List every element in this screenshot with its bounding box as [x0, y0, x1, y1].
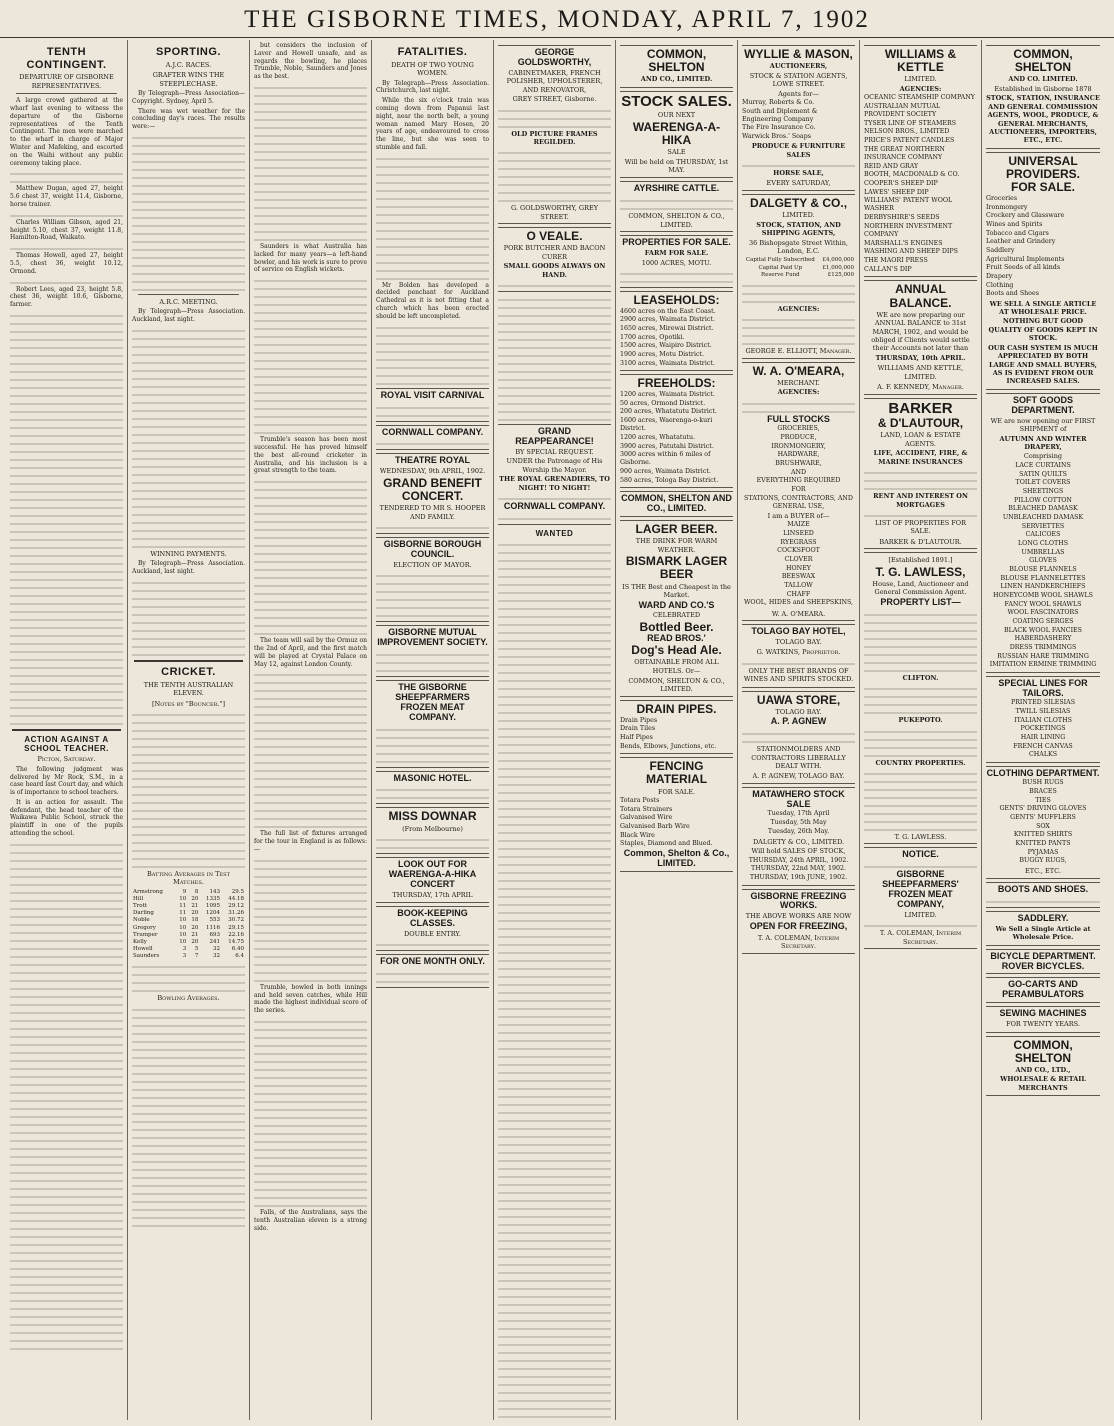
agency-item: The Fire Insurance Co. [742, 124, 816, 132]
common-shelton-signature: COMMON, SHELTON AND CO., LIMITED. [620, 491, 733, 517]
fencing-item: Staples, Diamond and Blued. [620, 840, 713, 848]
sale-date-item: THURSDAY, 24th APRIL, 1902. [748, 856, 849, 864]
drapery-item: PILLOW COTTON [1014, 496, 1072, 504]
clothing-item: GENTS' MUFFLERS [1010, 814, 1076, 822]
agency-item: THE GREAT NORTHERN INSURANCE COMPANY [864, 145, 945, 161]
masthead-title: THE GISBORNE TIMES, MONDAY, APRIL 7, 1902 [0, 0, 1114, 38]
tailors-ad: SPECIAL LINES FOR TAILORS. PRINTED SILESIAS TWILL SILESIAS ITALIAN CLOTHS POCKETINGS HAIR LINING FRENCH CANVAS CHALKS [986, 676, 1100, 763]
batting-row [132, 932, 245, 939]
table-cell: Gregory [133, 924, 156, 931]
borough-council-election-ad: GISBORNE BOROUGH COUNCIL. ELECTION OF MAYOR. [376, 537, 489, 622]
common-shelton-merchants-ad: COMMON, SHELTON AND CO. LIMITED. Established in Gisborne 1878 STOCK, STATION, INSURANCE AND GENERAL COMMISSION AGENTS, WOOL, PRODUCE, & GENERAL MERCHANTS, AUCTIONEERS, IMPORTERS, ETC., ETC. [986, 45, 1100, 149]
article-paragraph: The team will sail by the Ormuz on the 2nd of April, and the first match will be played at Crystal Palace on May 12, against London County. [254, 637, 367, 668]
tenth-australian-eleven-subheading: THE TENTH AUSTRALIAN ELEVEN. [143, 680, 234, 698]
table-cell: 3 [182, 945, 187, 952]
drain-pipe-item: Bends, Elbows, Junctions, etc. [620, 742, 717, 750]
drapery-item: CALICOES [1025, 531, 1061, 539]
universal-providers-ad: UNIVERSAL PROVIDERS. FOR SALE. Groceries Ironmongery Crockery and Glassware Wines and Spirits Tobacco and Cigars Leather and Grindery Saddlery Agricultural Implements Fruit Seeds of all kinds Drapery Clothing Boots and Shoes WE SELL A SINGLE ARTICLE AT WHOLESALE PRICE. NOTHING BUT GOOD QUALITY OF GOODS KEPT IN STOCK. OUR CASH SYSTEM IS MUCH APPRECIATED BY BOTH LARGE AND SMALL BUYERS, AS IS EVIDENT FROM OUR INCREASED SALES. [986, 152, 1100, 390]
table-cell: 553 [209, 917, 220, 924]
table-cell: Saunders [133, 953, 160, 960]
drapery-item: BLOUSE FLANNELS [1009, 565, 1077, 573]
waerenga-concert-ad: LOOK OUT FOR WAERENGA-A-HIKA CONCERT THURSDAY, 17th APRIL [376, 857, 489, 903]
clothing-item: BUGGY RUGS, [1019, 857, 1067, 865]
drapery-item: BLEACHED DAMASK [1008, 505, 1078, 513]
fencing-item: Galvanised Barb Wire [620, 823, 690, 831]
table-cell: 11 [179, 903, 187, 910]
fatalities-subheading: DEATH OF TWO YOUNG WOMEN. [391, 60, 474, 78]
table-cell: 143 [209, 888, 220, 895]
table-cell: Armstrong [133, 888, 163, 895]
table-cell: Reserve Fund [761, 271, 800, 278]
column-4 [372, 40, 494, 1420]
table-cell: 44.18 [228, 895, 244, 902]
stock-item: FOR [791, 485, 806, 493]
freehold-item: 580 acres, Tologa Bay District. [620, 476, 719, 484]
table-cell: 5 [194, 945, 199, 952]
freehold-item: 3900 acres, Patutahi District. [620, 442, 714, 450]
article-paragraph: Falls, of the Australians, says the tenth Australian eleven is a strong side. [254, 1208, 367, 1232]
table-cell: 20 [191, 895, 199, 902]
table-cell: 29.5 [231, 888, 244, 895]
provision-item: Leather and Grindery [986, 238, 1056, 246]
drapery-item: WOOL FASCINATORS [1007, 609, 1079, 617]
article-paragraph: The following judgment was delivered by Mr Rock, S.M., in a case heard last Court day, and which is of importance to school teachers. [10, 765, 123, 797]
cricket-notes-byline: [Notes by "Bouncer."] [151, 699, 226, 708]
sale-date-item: Tuesday, 26th May. [767, 827, 830, 835]
agency-item: Warwick Bros.' Soaps [742, 133, 811, 141]
sale-date-item: Tuesday, 17th April [767, 810, 830, 818]
article-paragraph: A large crowd gathered at the wharf last evening to witness the departure of the Gisborne representatives of the Tenth Contingent. The men were marched to the wharf in charge of Major Winter and Mafeking, and escorted on the Waihi without any public ceremony taking place. [10, 97, 123, 167]
uawa-store-ad: UAWA STORE, TOLAGO BAY. A. P. AGNEW STATIONMOLDERS AND CONTRACTORS LIBERALLY DEALT WITH. A. P. AGNEW, TOLAGO BAY. [742, 691, 855, 784]
batting-row [132, 896, 245, 903]
article-paragraph: While the six o'clock train was coming down from Papanui last night, near the north belt, a young woman named Mary Hosen, 20 years of age, endeavoured to cross the line, but she was seen to stumble and fall. [376, 97, 489, 151]
drain-pipes-ad: DRAIN PIPES. Drain Pipes Drain Tiles Half Pipes Bends, Elbows, Junctions, etc. [620, 700, 733, 754]
drain-pipe-item: Drain Pipes [620, 716, 658, 724]
stock-item: EVERYTHING REQUIRED [756, 477, 841, 485]
lager-beer-ad: LAGER BEER. THE DRINK FOR WARM WEATHER. BISMARK LAGER BEER IS THE Best and Cheapest in the Market. WARD AND CO.'S CELEBRATED Bottled Beer. READ BROS.' Dog's Head Ale. OBTAINABLE FROM ALL HOTELS. Or— COMMON, SHELTON & CO., LIMITED. [620, 520, 733, 697]
stock-item: HARDWARE, [777, 451, 820, 459]
table-cell: 22.16 [228, 931, 244, 938]
agency-item: AUSTRALIAN MUTUAL PROVIDENT SOCIETY [864, 102, 941, 119]
freehold-item: 1200 acres, Whatatutu. [620, 433, 696, 441]
drapery-item: HABERDASHERY [1014, 635, 1072, 643]
table-cell: Noble [133, 917, 150, 924]
tailor-item: FRENCH CANVAS [1013, 742, 1073, 750]
newspaper-page [6, 40, 1108, 1420]
frozen-meat-notice-ad: NOTICE. GISBORNE SHEEPFARMERS' FROZEN MEAT COMPANY, LIMITED. T. A. COLEMAN, Interim Secretary. [864, 847, 977, 949]
clothing-item: GENTS' DRIVING GLOVES [999, 805, 1087, 813]
table-cell: 11 [179, 910, 187, 917]
freehold-item: 900 acres, Waimata District. [620, 468, 711, 476]
tailor-item: CHALKS [1028, 751, 1058, 759]
saddlery-ad: SADDLERY. We Sell a Single Article at Wholesale Price. [986, 911, 1100, 946]
agency-item: MARSHALL'S ENGINES [864, 239, 943, 247]
provision-item: Agricultural Implements [986, 255, 1065, 263]
common-shelton-footer-ad: COMMON, SHELTON AND CO., LTD., WHOLESALE & RETAIL MERCHANTS [986, 1036, 1100, 1097]
sale-date-item: THURSDAY, 22nd MAY, 1902. [751, 865, 846, 873]
table-cell: Trott [133, 903, 148, 910]
sewing-machines-ad: SEWING MACHINES FOR TWENTY YEARS. [986, 1006, 1100, 1032]
one-month-only-ad: FOR ONE MONTH ONLY. [376, 954, 489, 988]
table-cell: 29.15 [228, 924, 244, 931]
agency-item: NORTHERN INVESTMENT COMPANY [864, 222, 953, 238]
table-cell: 6.40 [231, 945, 244, 952]
table-cell: 1204 [205, 910, 220, 917]
article-paragraph: By Telegraph—Press Association. Christchurch, last night. [376, 79, 489, 95]
buy-item: CHAFF [786, 590, 811, 598]
matawhero-stock-sale-ad: MATAWHERO STOCK SALE Tuesday, 17th April Tuesday, 5th May Tuesday, 26th May. DALGETY & CO., LIMITED. Will hold SALES OF STOCK, THURSDAY, 24th APRIL, 1902. THURSDAY, 22nd MAY, 1902. THURSDAY, 19th JUNE, 1902. [742, 787, 855, 886]
buy-item: CLOVER [784, 556, 813, 564]
williams-kettle-ad: WILLIAMS & KETTLE LIMITED. AGENCIES: OCEANIC STEAMSHIP COMPANY AUSTRALIAN MUTUAL PROVIDENT SOCIETY TYSER LINE OF STEAMERS NELSON BROS., LIMITED PRICE'S PATENT CANDLES THE GREAT NORTHERN INSURANCE COMPANY REID AND GRAY BOOTH, MACDONALD & CO. COOPER'S SHEEP DIP LAWES' SHEEP DIP WILLIAMS' PATENT WOOL WASHER DERBYSHIRE'S SEEDS NORTHERN INVESTMENT COMPANY MARSHALL'S ENGINES WASHING AND SHEEP DIPS THE MAORI PRESS CALLAN'S DIP [864, 45, 977, 277]
table-cell: £1,000,000 [822, 264, 854, 271]
tenth-contingent-subheading: DEPARTURE OF GISBORNE REPRESENTATIVES. [19, 73, 114, 90]
table-cell: Trumper [133, 931, 158, 938]
table-cell: 7 [194, 953, 199, 960]
table-cell: 693 [209, 931, 220, 938]
tailor-item: TWILL SILESIAS [1015, 707, 1071, 715]
soft-goods-ad: SOFT GOODS DEPARTMENT. WE are now opening our FIRST SHIPMENT of AUTUMN AND WINTER DRAPERY, Comprising LACE CURTAINS SATIN QUILTS TOILET COVERS SHEETINGS PILLOW COTTON BLEACHED DAMASK UNBLEACHED DAMASK SERVIETTES CALICOES LONG CLOTHS UMBRELLAS GLOVES BLOUSE FLANNELS BLOUSE FLANNELETTES LINEN HANDKERCHIEFS HONEYCOMB WOOL SHAWLS FANCY WOOL SHAWLS WOOL FASCINATORS COATING SERGES BLACK WOOL FANCIES HABERDASHERY DRESS TRIMMINGS RUSSIAN HARE TRIMMING IMITATION ERMINE TRIMMING [986, 393, 1100, 673]
freehold-item: 50 acres, Ormond District. [620, 399, 706, 407]
batting-row [132, 939, 245, 946]
barker-dlautour-ad: BARKER & D'LAUTOUR, LAND, LOAN & ESTATE AGENTS. LIFE, ACCIDENT, FIRE, & MARINE INSURANCES RENT AND INTEREST ON MORTGAGES LIST OF PROPERTIES FOR SALE. BARKER & D'LAUTOUR. [864, 398, 977, 550]
fatalities-heading: FATALITIES. [397, 46, 468, 58]
agency-item: TYSER LINE OF STEAMERS [864, 119, 957, 127]
provision-item: Drapery [986, 272, 1013, 280]
drain-pipe-item: Half Pipes [620, 733, 653, 741]
ajc-races-subheading: A.J.C. RACES. [165, 60, 212, 69]
table-cell: £4,000,000 [822, 257, 854, 264]
properties-for-sale-ad: PROPERTIES FOR SALE. FARM FOR SALE. 1000 ACRES, MOTU. [620, 235, 733, 288]
column-3 [250, 40, 372, 1420]
agency-item: NELSON BROS., LIMITED [864, 128, 950, 136]
bicycle-department-ad: BICYCLE DEPARTMENT. ROVER BICYCLES. [986, 949, 1100, 975]
agency-item: REID AND GRAY [864, 162, 919, 170]
leasehold-item: 1650 acres, Mirewai District. [620, 325, 714, 332]
stock-item: STATIONS, CONTRACTORS, AND GENERAL USE, [744, 494, 853, 510]
drapery-item: UNBLEACHED DAMASK [1002, 513, 1084, 521]
lawless-agent-ad: [Established 1891.] T. G. LAWLESS, House, Land, Auctioneer and General Commission Agent. PROPERTY LIST— CLIFTON. PUKEPOTO. COUNTRY PROPERTIES. T. G. LAWLESS. [864, 552, 977, 844]
agency-item: THE MAORI PRESS [864, 257, 928, 265]
article-paragraph: By Telegraph—Press Association. Auckland, last night. [132, 308, 245, 324]
stock-item: GROCERIES, [777, 425, 820, 433]
royal-visit-carnival-ad: ROYAL VISIT CARNIVAL [376, 388, 489, 422]
column-2 [128, 40, 250, 1420]
batting-row [132, 917, 245, 924]
tolago-bay-hotel-ad: TOLAGO BAY HOTEL, TOLAGO BAY. G. WATKINS, Proprietor. ONLY THE BEST BRANDS OF WINES AND SPIRITS STOCKED. [742, 624, 855, 688]
table-cell: 10 [179, 917, 187, 924]
goldsworthy-ad: GEORGE GOLDSWORTHY, CABINETMAKER, FRENCH POLISHER, UPHOLSTERER, AND RENOVATOR, GREY STREET, Gisborne. OLD PICTURE FRAMES REGILDED. G. GOLDSWORTHY, GREY STREET. [498, 45, 611, 224]
drapery-item: GLOVES [1029, 557, 1057, 565]
article-paragraph: Saunders is what Australia has lacked for many years—a left-hand bowler, and his work is sure to prove of service on English wickets. [254, 242, 367, 274]
agency-item: WASHING AND SHEEP DIPS [864, 248, 958, 256]
action-school-teacher-heading: ACTION AGAINST A SCHOOL TEACHER. [24, 734, 109, 754]
table-cell: Hill [133, 895, 144, 902]
agency-item: CALLAN'S DIP [864, 265, 912, 273]
batting-averages-table [132, 889, 245, 960]
column-1 [6, 40, 128, 1420]
buy-item: HONEY [786, 564, 811, 572]
drapery-item: FANCY WOOL SHAWLS [1004, 600, 1082, 608]
theatre-royal-concert-ad: THEATRE ROYAL WEDNESDAY, 9th APRIL, 1902. GRAND BENEFIT CONCERT. TENDERED TO MR S. HOOPER AND FAMILY. [376, 453, 489, 534]
fencing-material-ad: FENCING MATERIAL FOR SALE. Totara Posts Totara Strainers Galvanised Wire Galvanised Barb Wire Black Wire Staples, Diamond and Blued. Common, Shelton & Co., LIMITED. [620, 757, 733, 872]
stock-item: IRONMONGERY, [771, 442, 826, 450]
drain-pipe-item: Drain Tiles [620, 725, 656, 733]
buy-item: MAIZE [787, 521, 810, 529]
provision-item: Crockery and Glassware [986, 212, 1065, 220]
clothing-item: BUSH RUGS [1022, 779, 1064, 787]
provision-item: Tobacco and Cigars [986, 229, 1049, 237]
article-paragraph: Thomas Howell, aged 27, height 5.5, chest 36, weight 10.12, Ormond. [10, 252, 123, 275]
table-cell: 29.12 [228, 903, 244, 910]
table-cell: 1095 [205, 903, 220, 910]
drapery-item: RUSSIAN HARE TRIMMING [997, 652, 1089, 660]
fencing-item: Black Wire [620, 831, 655, 839]
table-cell: 21 [191, 903, 199, 910]
article-paragraph: but considers the inclusion of Laver and Howell unsafe, and as regards the bowling, he places Trumble, Noble, Saunders and Jones as the best. [254, 42, 367, 81]
batting-row [132, 953, 245, 960]
mutual-improvement-society-ad: GISBORNE MUTUAL IMPROVEMENT SOCIETY. [376, 625, 489, 677]
common-shelton-header-ad: COMMON, SHELTON AND CO., LIMITED. [620, 45, 733, 88]
buy-item: COCKSFOOT [777, 547, 820, 555]
stock-item: BRUSHWARE, [775, 459, 822, 467]
table-cell: 1335 [205, 895, 220, 902]
capital-row [742, 257, 855, 264]
clothing-item: BRACES [1029, 788, 1057, 796]
batting-row [132, 925, 245, 932]
winning-payments-subheading: WINNING PAYMENTS. [150, 549, 227, 558]
table-cell: 32 [212, 945, 220, 952]
grand-reappearance-ad: GRAND REAPPEARANCE! BY SPECIAL REQUEST. UNDER the Patronage of His Worship the Mayor. THE ROYAL GRENADIERS, TO NIGHT! TO NIGHT! CORNWALL COMPANY. [498, 424, 611, 525]
leasehold-item: 1700 acres, Opotiki. [620, 333, 685, 341]
column-7 [738, 40, 860, 1420]
ayrshire-cattle-ad: AYRSHIRE CATTLE. COMMON, SHELTON & CO., LIMITED. [620, 181, 733, 232]
table-cell: 18 [191, 917, 199, 924]
arc-meeting-subheading: A.R.C. MEETING. [159, 297, 218, 306]
buy-item: BEESWAX [781, 573, 816, 581]
tailor-item: HAIR LINING [1020, 733, 1066, 741]
table-cell: 10 [179, 924, 187, 931]
fencing-item: Galvanised Wire [620, 814, 673, 822]
batting-row [132, 889, 245, 896]
drapery-item: HONEYCOMB WOOL SHAWLS [993, 591, 1093, 599]
clothing-item: KNITTED SHIRTS [1013, 831, 1073, 839]
leaseholds-ad: LEASEHOLDS: 4600 acres on the East Coast. 2900 acres, Waimata District. 1650 acres, Mirewai District. 1700 acres, Opotiki. 1500 acres, Waipiro District. 1900 acres, Motu District. 3100 acres, Waimata District. [620, 291, 733, 371]
agency-item: PRICE'S PATENT CANDLES [864, 137, 955, 145]
article-paragraph: Matthew Dugan, aged 27, height 5.6 chest 37, weight 11.4, Gisborne, horse trainer. [10, 185, 123, 208]
action-dateline: Picton, Saturday. [37, 755, 96, 764]
freehold-item: 3000 acres within 6 miles of Gisborne. [620, 451, 711, 467]
article-paragraph: There was wet weather for the concluding day's races. The results were:— [132, 107, 245, 131]
provision-item: Groceries [986, 194, 1018, 202]
column-8 [860, 40, 982, 1420]
tailor-item: PRINTED SILESIAS [1010, 699, 1076, 707]
drapery-item: LACE CURTAINS [1015, 461, 1071, 469]
stock-sales-ad: STOCK SALES. OUR NEXT WAERENGA-A-HIKA SALE Will be held on THURSDAY, 1st MAY. [620, 91, 733, 179]
tailor-item: ITALIAN CLOTHS [1014, 716, 1072, 724]
article-paragraph: Mr Bolden has developed a decided penchant for Auckland Cathedral as it is not fitting that a church which has been erected should be left uncompleted. [376, 281, 489, 320]
table-cell: Kelly [133, 938, 147, 945]
drapery-item: COATING SERGES [1012, 617, 1074, 625]
table-cell: 241 [209, 938, 220, 945]
stock-item: PRODUCE, [780, 433, 817, 441]
omeara-merchant-ad: W. A. O'MEARA, MERCHANT. AGENCIES: FULL STOCKS GROCERIES, PRODUCE, IRONMONGERY, HARDWARE, BRUSHWARE, AND EVERYTHING REQUIRED FOR STATIONS, CONTRACTORS, AND GENERAL USE, I am a BUYER of— MAIZE LINSEED RYEGRASS COCKSFOOT CLOVER HONEY BEESWAX TALLOW CHAFF WOOL, HIDES and SHEEPSKINS, W. A. O'MEARA. [742, 362, 855, 621]
table-cell: £125,000 [827, 271, 854, 278]
bowling-averages-title: Bowling Averages. [157, 994, 220, 1003]
freehold-item: 1200 acres, Waimata District. [620, 391, 715, 399]
drapery-item: TOILET COVERS [1015, 479, 1071, 487]
go-carts-ad: GO-CARTS AND PERAMBULATORS [986, 977, 1100, 1003]
agency-item: LAWES' SHEEP DIP [864, 188, 929, 196]
leasehold-item: 4600 acres on the East Coast. [620, 307, 716, 315]
agency-item: OCEANIC STEAMSHIP COMPANY [864, 94, 975, 102]
boots-shoes-ad: BOOTS AND SHOES. [986, 882, 1100, 908]
article-paragraph: Robert Lees, aged 23, height 5.8, chest 36, weight 10.6, Gisborne, farmer. [10, 285, 123, 309]
freezing-works-ad: GISBORNE FREEZING WORKS. THE ABOVE WORKS ARE NOW OPEN FOR FREEZING, T. A. COLEMAN, Interim Secretary. [742, 889, 855, 954]
freehold-item: 200 acres, Whatatutu District. [620, 408, 717, 416]
drapery-item: DRESS TRIMMINGS [1009, 643, 1077, 651]
table-cell: 20 [191, 924, 199, 931]
batting-row [132, 910, 245, 917]
table-cell: Capital Fully Subscribed [745, 257, 815, 264]
clothing-item: KNITTED PANTS [1015, 840, 1071, 848]
miss-downar-ad: MISS DOWNAR (From Melbourne) [376, 807, 489, 854]
table-cell: 8 [194, 888, 199, 895]
buy-item: TALLOW [784, 582, 813, 590]
drapery-item: LINEN HANDKERCHIEFS [1000, 583, 1086, 591]
leasehold-item: 1900 acres, Motu District. [620, 351, 705, 359]
leasehold-item: 2900 acres, Waimata District. [620, 316, 715, 324]
agency-item: WILLIAMS' PATENT WOOL WASHER [864, 197, 953, 213]
agency-item: South and Diplement & Engineering Company [742, 107, 818, 123]
masonic-hotel-ad: MASONIC HOTEL. [376, 771, 489, 805]
table-cell: 21 [191, 931, 199, 938]
table-cell: Howell [133, 945, 153, 952]
provision-item: Saddlery [986, 246, 1015, 254]
grafter-subheading: GRAFTER WINS THE STEEPLECHASE. [152, 71, 225, 88]
drapery-item: BLACK WOOL FANCIES [1004, 626, 1082, 634]
table-cell: 14.75 [228, 938, 244, 945]
buy-item: WOOL, HIDES and SHEEPSKINS, [743, 599, 854, 607]
article-paragraph: By Telegraph—Press Association—Copyright. Sydney, April 5. [132, 89, 245, 105]
batting-row [132, 903, 245, 910]
table-cell: 6.4 [235, 953, 244, 960]
sporting-heading: SPORTING. [155, 46, 221, 58]
clothing-department-ad: CLOTHING DEPARTMENT. BUSH RUGS BRACES TIES GENTS' DRIVING GLOVES GENTS' MUFFLERS SOX KNITTED SHIRTS KNITTED PANTS PYJAMAS BUGGY RUGS, ETC., ETC. [986, 766, 1100, 879]
tenth-contingent-heading: TENTH CONTINGENT. [26, 46, 107, 71]
sale-date-item: Tuesday, 5th May [770, 818, 827, 826]
dalgety-company-ad: DALGETY & CO., LIMITED. STOCK, STATION, AND SHIPPING AGENTS, 36 Bishopsgate Street Within, London, E.C. Capital Fully Subscribed £4,000,000 Capital Paid Up £1,000,000 Reserve Fund £125,000 AGENCIES: GEORGE E. ELLIOTT, Manager. [742, 194, 855, 359]
cornwall-company-ad: CORNWALL COMPANY. [376, 425, 489, 451]
agency-item: Murray, Roberts & Co. [742, 98, 815, 106]
freeholds-ad: FREEHOLDS: 1200 acres, Waimata District. 50 acres, Ormond District. 200 acres, Whatatutu District. 1600 acres, Waerenga-o-kuri District. 1200 acres, Whatatutu. 3900 acres, Patutahi District. 3000 acres within 6 miles of Gisborne. 900 acres, Waimata District. 580 acres, Tologa Bay District. [620, 374, 733, 488]
leasehold-item: 1500 acres, Waipiro District. [620, 342, 712, 350]
agency-item: BOOTH, MACDONALD & CO. [864, 171, 960, 179]
batting-averages-title: Batting Averages in Test Matches. [147, 869, 230, 887]
fencing-item: Totara Strainers [620, 805, 673, 813]
drapery-item: SERVIETTES [1021, 522, 1065, 530]
table-cell: 30.72 [228, 917, 244, 924]
table-cell: 32 [212, 953, 220, 960]
annual-balance-ad: ANNUAL BALANCE. WE are now preparing our ANNUAL BALANCE to 31st MARCH, 1902, and would be obliged if Clients would settle their Accounts not later than THURSDAY, 10th APRIL. WILLIAMS AND KETTLE, LIMITED. A. F. KENNEDY, Manager. [864, 280, 977, 394]
capital-row [742, 272, 855, 279]
column-9 [982, 40, 1104, 1420]
agency-item: COOPER'S SHEEP DIP [864, 179, 938, 187]
batting-row [132, 946, 245, 953]
article-paragraph: Trumble's season has been most successful. He has proved himself the best all-round cricketer in Australia, and his inclusion is a great strength to the team. [254, 436, 367, 475]
freehold-item: 1600 acres, Waerenga-o-kuri District. [620, 417, 713, 433]
table-cell: 31.26 [228, 910, 244, 917]
table-cell: 20 [191, 938, 199, 945]
stock-item: AND [790, 468, 807, 476]
article-paragraph: The full list of fixtures arranged for the tour in England is as follows:— [254, 830, 367, 853]
sale-date-item: THURSDAY, 19th JUNE, 1902. [749, 873, 848, 881]
article-paragraph: By Telegraph—Press Association. Auckland, last night. [132, 560, 245, 576]
clothing-item: PYJAMAS [1027, 848, 1059, 856]
buy-item: RYEGRASS [780, 538, 817, 546]
provision-item: Wines and Spirits [986, 220, 1043, 228]
drapery-item: UMBRELLAS [1021, 548, 1065, 556]
clothing-item: SOX [1036, 822, 1050, 830]
column-5 [494, 40, 616, 1420]
article-paragraph: It is an action for assault. The defendant, the head teacher of the Waikawa Public School, struck the plaintiff in one of the pupils attending the school. [10, 798, 123, 838]
provision-item: Fruit Seeds of all kinds [986, 264, 1061, 272]
drapery-item: LONG CLOTHS [1017, 539, 1069, 547]
book-keeping-classes-ad: BOOK-KEEPING CLASSES. DOUBLE ENTRY. [376, 906, 489, 951]
drapery-item: IMITATION ERMINE TRIMMING [989, 661, 1097, 669]
article-paragraph: Charles William Gibson, aged 21, height 5.10, chest 37, weight 11.8, Hamilton-Road, Waikato. [10, 218, 123, 242]
provision-item: Ironmongery [986, 203, 1028, 211]
agency-item: DERBYSHIRE'S SEEDS [864, 214, 940, 222]
table-cell: 10 [179, 931, 187, 938]
fencing-item: Totara Posts [620, 797, 660, 805]
drapery-item: BLOUSE FLANNELETTES [1000, 574, 1086, 582]
tailor-item: POCKETINGS [1020, 725, 1066, 733]
capital-table [742, 257, 855, 278]
veale-butcher-ad: O VEALE. PORK BUTCHER AND BACON CURER SMALL GOODS ALWAYS ON HAND. [498, 227, 611, 292]
provision-item: Boots and Shoes [986, 290, 1039, 298]
column-6 [616, 40, 738, 1420]
cricket-heading: CRICKET. [161, 666, 216, 678]
table-cell: 1116 [205, 924, 220, 931]
provision-item: Clothing [986, 281, 1014, 289]
table-cell: 20 [191, 910, 199, 917]
wanted-heading: WANTED [535, 529, 574, 539]
table-cell: 10 [179, 938, 187, 945]
leasehold-item: 3100 acres, Waimata District. [620, 359, 715, 367]
table-cell: Darling [133, 910, 154, 917]
drapery-item: SHEETINGS [1022, 487, 1064, 495]
clothing-item: TIES [1035, 796, 1051, 804]
buy-item: LINSEED [783, 530, 814, 537]
table-cell: 9 [182, 888, 187, 895]
table-cell: 3 [182, 953, 187, 960]
frozen-meat-company-ad: THE GISBORNE SHEEPFARMERS FROZEN MEAT COMPANY. [376, 680, 489, 768]
wyllie-mason-ad: WYLLIE & MASON, AUCTIONEERS, STOCK & STATION AGENTS, LOWE STREET. Agents for— Murray, Roberts & Co. South and Diplement & Engineering Company The Fire Insurance Co. Warwick Bros.' Soaps PRODUCE & FURNITURE SALES HORSE SALE, EVERY SATURDAY, [742, 45, 855, 191]
table-cell: Capital Paid Up [758, 264, 803, 271]
article-paragraph: Trumble, bowled in both innings and held seven catches, while Hill made the highest individual score of the series. [254, 983, 367, 1015]
capital-row [742, 265, 855, 272]
drapery-item: SATIN QUILTS [1019, 470, 1067, 478]
table-cell: 10 [179, 895, 187, 902]
